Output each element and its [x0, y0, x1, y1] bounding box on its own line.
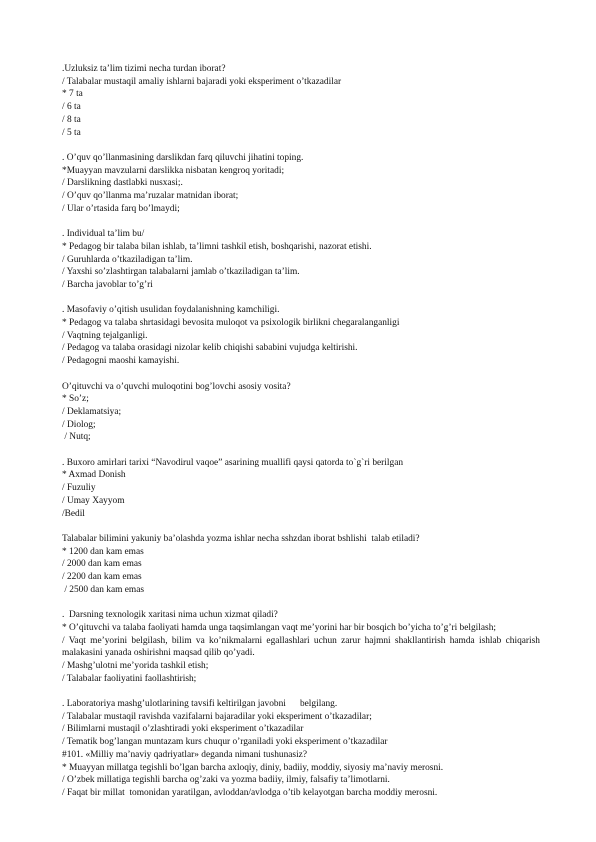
answer-line: * O’qituvchi va talaba faoliyati hamda unga taqsimlangan vaqt me’yorini har bir bosqich bo’yicha to’g’ri belgilash; [62, 622, 496, 633]
question-text: . Masofaviy o’qitish usulidan foydalanishning kamchiligi. [62, 305, 280, 316]
question-block-1 [62, 63, 540, 139]
answer-line: / Tematik bog’langan muntazam kurs chuqur o’rganiladi yoki eksperiment o’tkazadilar [62, 737, 388, 748]
answer-line: / Yaxshi so’zlashtirgan talabalarni jamlab o’tkaziladigan ta’lim. [62, 267, 300, 278]
answer-line: / Fuzuliy [62, 483, 96, 494]
answer-line: / Pedagog va talaba orasidagi nizolar kelib chiqishi sababini vujudga keltirishi. [62, 343, 358, 354]
answer-line: / Talabalar faoliyatini faollashtirish; [62, 673, 197, 684]
answer-line: / 2500 dan kam emas [62, 584, 145, 595]
question-block-5 [62, 381, 540, 445]
answer-line: / Guruhlarda o’tkaziladigan ta’lim. [62, 254, 193, 265]
question-text: . Darsning texnologik xaritasi nima uchun xizmat qiladi? [62, 610, 278, 621]
answer-line: / Mashg’ulotni me’yorida tashkil etish; [62, 660, 209, 671]
answer-line: * Axmad Donish [62, 470, 126, 481]
answer-line: / Umay Xayyom [62, 495, 125, 506]
question-text: #101. «Milliy ma’naviy qadriyatlar» deganda nimani tushunasiz? [62, 749, 307, 760]
answer-line: * 7 ta [62, 89, 83, 100]
answer-line: * Pedagog bir talaba bilan ishlab, ta’limni tashkil etish, boshqarishi, nazorat etishi. [62, 241, 372, 252]
answer-line: / Talabalar mustaqil ravishda vazifalarni bajaradilar yoki eksperiment o’tkazadilar; [62, 711, 372, 722]
question-block-3 [62, 228, 540, 292]
answer-line: / Deklamatsiya; [62, 406, 122, 417]
answer-line: / Pedagogni maoshi kamayishi. [62, 356, 180, 367]
answer-line: / Vaqtning tejalganligi. [62, 330, 148, 341]
answer-line: / 2200 dan kam emas [62, 572, 142, 583]
answer-line: * Pedagog va talaba shrtasidagi bevosita muloqot va psixologik birlikni chegaralanganligi [62, 318, 400, 329]
answer-line: /Bedil [62, 508, 85, 519]
question-text: . Buxoro amirlari tarixi “Navodirul vaqoe” asarining muallifi qaysi qatorda to`g`ri berilgan [62, 457, 404, 468]
answer-line: * So’z; [62, 394, 89, 405]
question-text: . Individual ta’lim bu/ [62, 229, 145, 240]
answer-line: / Barcha javoblar to’g’ri [62, 279, 153, 290]
answer-line: / Ular o’rtasida farq bo’lmaydi; [62, 203, 180, 214]
answer-line: / 8 ta [62, 114, 81, 125]
question-block-9 [62, 698, 540, 800]
answer-line: *Muayyan mavzularni darslikka nisbatan kengroq yoritadi; [62, 165, 285, 176]
question-text: O’qituvchi va o’quvchi muloqotini bog’lovchi asosiy vosita? [62, 381, 291, 392]
answer-line: / 2000 dan kam emas [62, 559, 142, 570]
question-block-2 [62, 152, 540, 216]
question-block-8 [62, 609, 540, 685]
answer-line: / O’zbek millatiga tegishli barcha og’zaki va yozma badiiy, ilmiy, falsafiy ta’limotlarni. [62, 775, 390, 786]
question-block-6 [62, 457, 540, 521]
question-text: . Laboratoriya mashg’ulotlarining tavsifi keltirilgan javobni belgilang. [62, 699, 338, 710]
question-block-4 [62, 304, 540, 368]
document-page [62, 63, 540, 812]
answer-line: / Nutq; [62, 432, 91, 443]
question-text: Talabalar bilimini yakuniy ba’olashda yozma ishlar necha sshzdan iborat bshlishi talab etiladi? [62, 533, 420, 544]
answer-line: / 6 ta [62, 102, 81, 113]
answer-line: * 1200 dan kam emas [62, 546, 144, 557]
answer-line: / Diolog; [62, 419, 96, 430]
answer-line: / 5 ta [62, 127, 81, 138]
question-text: . O’quv qo’llanmasining darslikdan farq qiluvchi jihatini toping. [62, 152, 304, 163]
answer-line: / O’quv qo’llanma ma’ruzalar matnidan iborat; [62, 191, 239, 202]
answer-line: / Vaqt me’yorini belgilash, bilim va ko’nikmalarni egallashlari uchun zarur hajmni shakllantirish hamda ishlab chiqarish malakasini yanada oshirishni maqsad qilib qo’yadi. [62, 635, 540, 659]
answer-line: * Muayyan millatga tegishli bo’lgan barcha axloqiy, diniy, badiiy, moddiy, siyosiy ma’naviy merosni. [62, 762, 444, 773]
answer-line: / Darslikning dastlabki nusxasi;. [62, 178, 183, 189]
answer-line: / Talabalar mustaqil amaliy ishlarni bajaradi yoki eksperiment o’tkazadilar [62, 76, 342, 87]
question-text: .Uzluksiz ta’lim tizimi necha turdan iborat? [62, 64, 226, 74]
question-block-7 [62, 533, 540, 597]
answer-line: / Faqat bir millat tomonidan yaratilgan, avloddan/avlodga o’tib kelayotgan barcha moddiy merosni. [62, 787, 438, 798]
answer-line: / Bilimlarni mustaqil o’zlashtiradi yoki eksperiment o’tkazadilar [62, 724, 304, 735]
